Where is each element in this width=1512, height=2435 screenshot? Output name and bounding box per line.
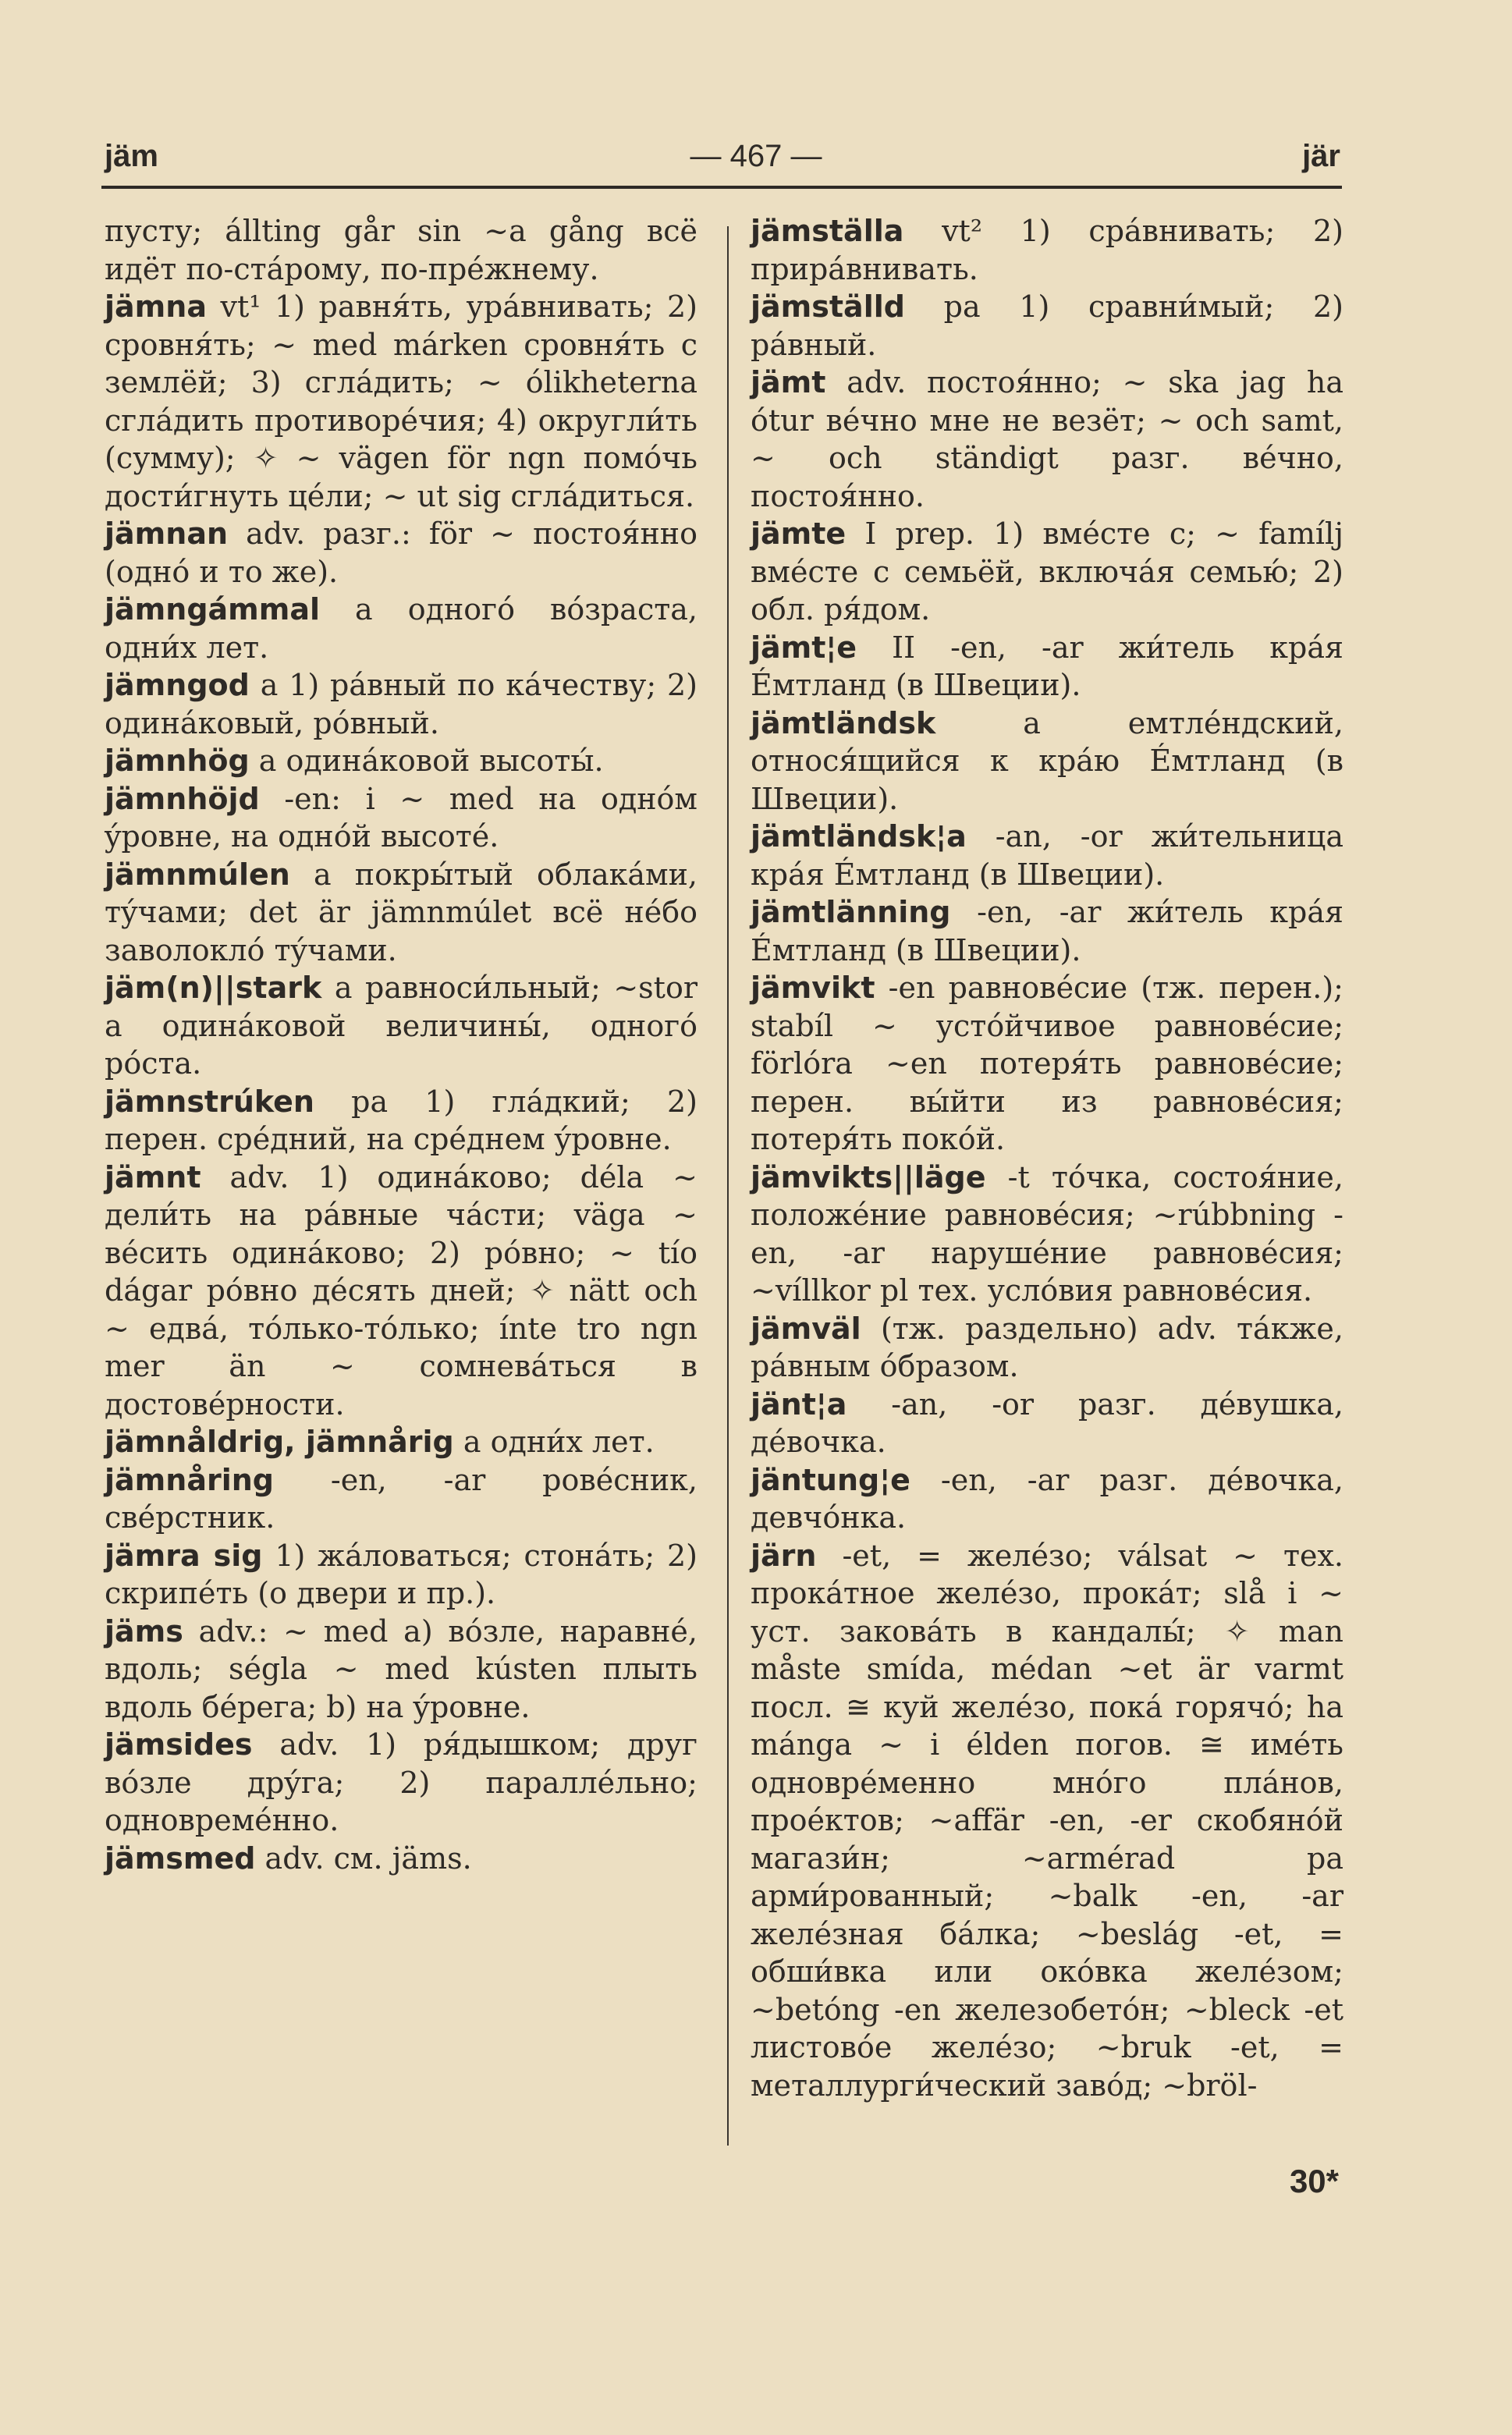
entry-headword: jämnåring <box>105 1462 274 1497</box>
entry-headword: jämvikt <box>751 971 875 1005</box>
entry-definition: (тж. раздельно) adv. тáкже, рáвным óбразом. <box>751 1311 1343 1383</box>
right-column <box>751 212 1343 2104</box>
entry-definition: a равноси́льный; ~stor a одинáковой величины́, одногó рóста. <box>105 971 697 1081</box>
dictionary-entry <box>105 288 697 515</box>
entry-definition: -t тóчка, состоя́ние, положéние равновéсия; ~rúbbning -en, -ar нарушéние равновéсия; ~víllkor pl тех. услóвия равновéсия. <box>751 1159 1343 1308</box>
entry-headword: jämnt <box>105 1159 201 1194</box>
dictionary-entry <box>105 1840 697 1878</box>
dictionary-entry <box>105 1726 697 1840</box>
entry-headword: jämväl <box>751 1311 861 1346</box>
entry-headword: jäm(n)||stark <box>105 971 322 1005</box>
entry-headword: järn <box>751 1538 817 1573</box>
entry-definition: vt² 1) срáвнивать; 2) прирáвнивать. <box>751 214 1343 286</box>
entry-headword: jämngámmal <box>105 592 321 626</box>
entry-headword: jämsmed <box>105 1840 256 1876</box>
dictionary-entry <box>105 1537 697 1613</box>
entry-headword: jämnstrúken <box>105 1084 314 1119</box>
page-number: — 467 — <box>690 139 822 173</box>
dictionary-entry <box>105 515 697 591</box>
dictionary-entry <box>105 591 697 666</box>
entry-headword: jämnåldrig, jämnårig <box>105 1425 454 1459</box>
entry-definition: -en равновéсие (тж. перен.); stabíl ~ устóйчивое равновéсие; förlóra ~en потеря́ть равновéсие; перен. вы́йти из равновéсия; потеря́ть покóй. <box>751 971 1343 1156</box>
entry-definition: a одни́х лет. <box>463 1425 655 1459</box>
entry-definition: adv. см. jäms. <box>264 1840 472 1876</box>
entry-definition: adv. разг.: för ~ постоя́нно (однó и то же). <box>105 516 697 589</box>
dictionary-entry <box>105 1083 697 1159</box>
entry-definition: adv. постоя́нно; ~ ska jag ha ótur вéчно мне не везёт; ~ och samt, ~ och ständigt разг. вéчно, постоя́нно. <box>751 365 1343 513</box>
entry-headword: jämnan <box>105 516 229 551</box>
entry-definition: II -en, -ar жи́тель крáя Éмтланд (в Швеции). <box>751 630 1343 702</box>
dictionary-entry <box>751 288 1343 364</box>
header-left-guideword: jäm <box>105 139 158 173</box>
dictionary-entry <box>105 666 697 742</box>
entry-definition: a одногó вóзраста, одни́х лет. <box>105 592 697 665</box>
entry-definition: vt¹ 1) равня́ть, урáвнивать; 2) сровня́ть; ~ med márken сровня́ть с землёй; 3) сглáдить; ~ ólikheterna сглáдить противорéчия; 4) округли́ть (сумму); ✧ ~ vägen för ngn помóчь дости́гнуть цéли; ~ ut sig сглáдиться. <box>105 289 697 513</box>
entry-headword: jämvikts||läge <box>751 1159 986 1194</box>
dictionary-entry <box>751 705 1343 818</box>
dictionary-entry <box>105 969 697 1083</box>
dictionary-entry <box>751 1386 1343 1461</box>
column-divider <box>727 226 729 2146</box>
entry-headword: jämtländsk¦a <box>751 819 967 854</box>
entry-definition: a одинáковой высоты́. <box>258 744 604 778</box>
entry-headword: jämt¦e <box>751 630 857 665</box>
signature-mark: 30* <box>1289 2163 1339 2199</box>
entry-definition: pa 1) глáдкий; 2) перен. срéдний, на срéднем ýровне. <box>105 1084 697 1156</box>
dictionary-entry <box>105 1613 697 1727</box>
entry-headword: jäntung¦e <box>751 1462 910 1497</box>
entry-definition: a покры́тый облакáми, тýчами; det är jämnmúlet всё нéбо заволоклó тýчами. <box>105 857 697 967</box>
entry-definition: -en, -ar жи́тель крáя Éмтланд (в Швеции). <box>751 895 1343 967</box>
dictionary-entry <box>751 1310 1343 1386</box>
entry-headword: jämte <box>751 516 847 551</box>
entry-definition: pa 1) сравни́мый; 2) рáвный. <box>751 289 1343 362</box>
dictionary-entry <box>751 818 1343 893</box>
entry-definition: adv.: ~ med a) вóзле, наравнé, вдоль; ségla ~ med kústen плыть вдоль бéрега; b) на ýровне. <box>105 1613 697 1724</box>
dictionary-entry <box>105 780 697 856</box>
left-column <box>105 212 697 1877</box>
header-rule <box>101 186 1342 189</box>
entry-headword: jämsides <box>105 1727 253 1762</box>
entry-headword: jänt¦a <box>751 1386 847 1422</box>
dictionary-entry <box>751 1537 1343 2105</box>
entry-headword: jämna <box>105 289 207 324</box>
entry-definition: adv. 1) ря́дышком; друг вóзле дрýга; 2) параллéльно; одновремéнно. <box>105 1727 697 1837</box>
entry-definition: a емтлéндский, относя́щийся к крáю Éмтланд (в Швеции). <box>751 705 1343 816</box>
entry-definition: -et, = желéзо; válsat ~ тех. прокáтное желéзо, прокáт; slå i ~ уст. заковáть в кандалы́; ✧ man måste smída, médan ~et är varmt посл. ≅ куй желéзо, покá горячó; ha mánga ~ i élden погов. ≅ имéть одноврéменно мнóго плáнов, проéктов; ~affär -en, -er скобяно́й магази́н; ~armérad pa арми́рованный; ~balk -en, -ar желéзная бáлка; ~beslág -et, = обши́вка или окóвка желéзом; ~betóng -en железобетóн; ~bleck -et листовóе желéзо; ~bruk -et, = металлурги́ческий завóд; ~bröl- <box>751 1538 1343 2103</box>
dictionary-entry <box>105 1423 697 1461</box>
entry-headword: jämnmúlen <box>105 857 290 892</box>
entry-definition: -an, -or разг. дéвушка, дéвочка. <box>751 1386 1343 1459</box>
entry-headword: jämngod <box>105 668 250 702</box>
header-right-guideword: jär <box>1302 139 1340 173</box>
entry-definition: -en, -ar разг. дéвочка, девчóнка. <box>751 1462 1343 1535</box>
entry-headword: jämra sig <box>105 1538 263 1573</box>
dictionary-entry <box>751 969 1343 1159</box>
entry-definition: -an, -or жи́тельница крáя Éмтланд (в Швеции). <box>751 819 1343 892</box>
entry-headword: jämtländsk <box>751 705 936 740</box>
entry-headword: jäms <box>105 1613 183 1649</box>
entry-headword: jämställa <box>751 214 904 248</box>
dictionary-entry <box>751 629 1343 705</box>
dictionary-entry <box>751 1159 1343 1310</box>
dictionary-entry <box>751 893 1343 969</box>
entry-headword: jämnhöjd <box>105 781 260 816</box>
dictionary-entry <box>105 1159 697 1424</box>
dictionary-entry <box>751 515 1343 629</box>
dictionary-entry <box>105 1461 697 1537</box>
entry-definition: -en, -ar ровéсник, свéрстник. <box>105 1462 697 1535</box>
entry-definition: -en: i ~ med на однóм ýровне, на однóй высотé. <box>105 781 697 854</box>
entry-headword: jämtlänning <box>751 895 951 929</box>
entry-definition: 1) жáловаться; стонáть; 2) скрипéть (о двери и пр.). <box>105 1538 697 1610</box>
entry-definition: adv. 1) одинáково; déla ~ дели́ть на рáвные чáсти; väga ~ вéсить одинáково; 2) рóвно; ~ tío dágar рóвно дéсять дней; ✧ nätt och ~ едвá, тóлько-тóлько; ínte tro ngn mer än ~ сомневáться в достовéрности. <box>105 1159 697 1422</box>
entry-headword: jämnhög <box>105 744 250 778</box>
entry-headword: jämställd <box>751 289 905 324</box>
dictionary-entry <box>105 742 697 780</box>
entry-definition: I prep. 1) вмéсте с; ~ famílj вмéсте с семьёй, включáя семью́; 2) обл. ря́дом. <box>751 516 1343 626</box>
entry-headword: jämt <box>751 365 826 399</box>
dictionary-entry <box>751 212 1343 288</box>
dictionary-entry <box>751 1461 1343 1537</box>
entry-definition: a 1) рáвный по кáчеству; 2) одинáковый, рóвный. <box>105 668 697 740</box>
dictionary-entry <box>751 364 1343 515</box>
dictionary-entry <box>105 856 697 970</box>
entry-definition: пусту; állting går sin ~a gång всё идёт по-стáрому, по-прéжнему. <box>105 214 697 286</box>
dictionary-entry <box>105 212 697 288</box>
